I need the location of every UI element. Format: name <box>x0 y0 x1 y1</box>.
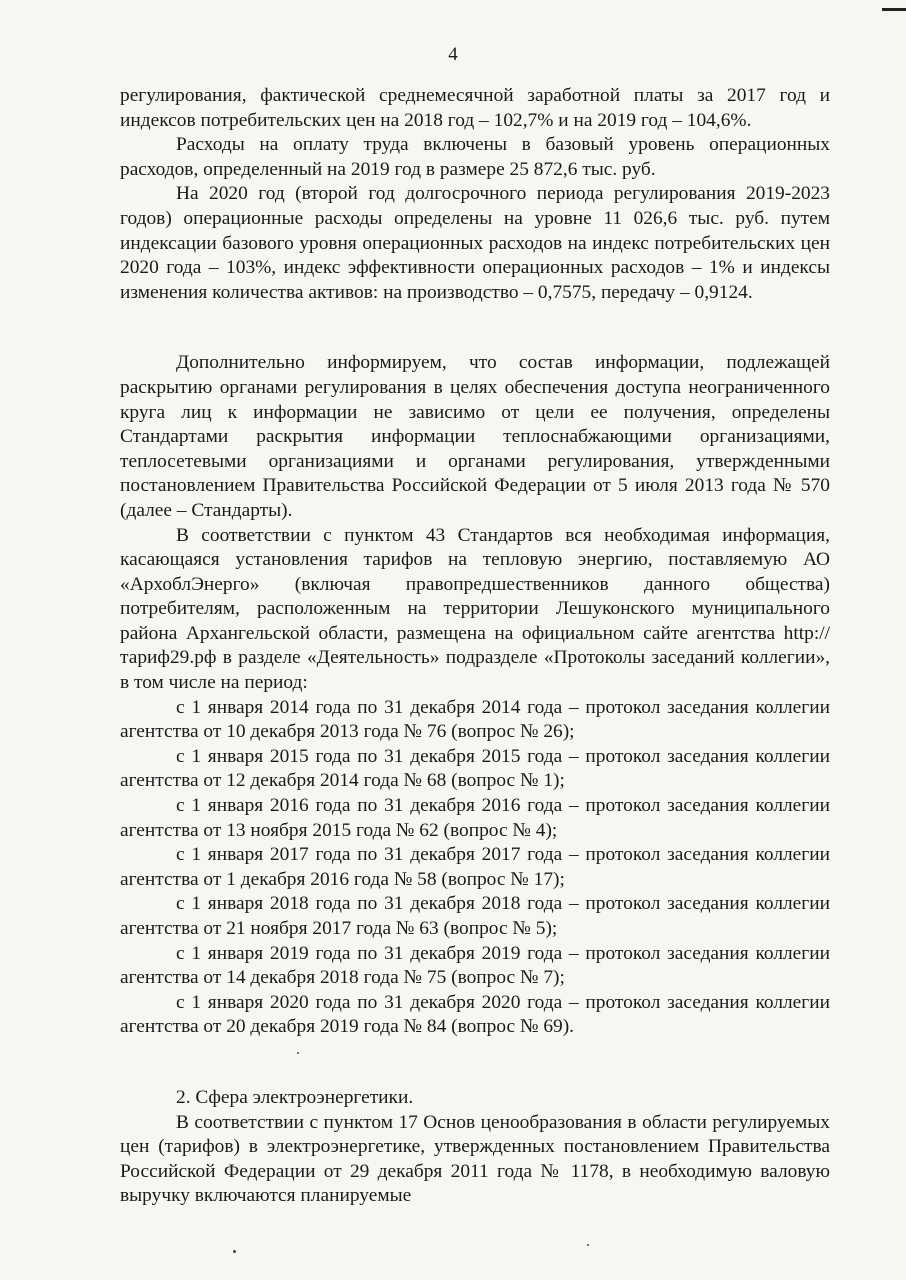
list-item: с 1 января 2018 года по 31 декабря 2018 года – протокол заседания коллегии агентства от 21 ноября 2017 года № 63 (вопрос № 5); <box>120 893 830 939</box>
list-item: с 1 января 2017 года по 31 декабря 2017 года – протокол заседания коллегии агентства от 1 декабря 2016 года № 58 (вопрос № 17); <box>120 844 830 890</box>
scan-speck <box>297 1052 299 1054</box>
paragraph: Дополнительно информируем, что состав информации, подлежащей раскрытию органами регулирования в целях обеспечения доступа неограниченного круга лиц к информации не зависимо от цели ее получения, определены Стандартами раскрытия информации теплоснабжающими организациями, теплосетевыми организациями и органами регулирования, утвержденными постановлением Правительства Российской Федерации от 5 июля 2013 года № 570 (далее – Стандарты). <box>120 352 830 521</box>
paragraph: В соответствии с пунктом 17 Основ ценообразования в области регулируемых цен (тарифов) в электроэнергетике, утвержденных постановлением Правительства Российской Федерации от 29 декабря 2011 года № 1178, в необходимую валовую выручку включаются планируемые <box>120 1111 830 1207</box>
list-item: с 1 января 2015 года по 31 декабря 2015 года – протокол заседания коллегии агентства от 12 декабря 2014 года № 68 (вопрос № 1); <box>120 745 830 792</box>
document-body <box>120 84 830 1209</box>
scan-speck <box>233 1250 236 1253</box>
spacer <box>120 1040 830 1064</box>
paragraph: В соответствии с пунктом 43 Стандартов вся необходимая информация, касающаяся установления тарифов на тепловую энергию, поставляемую АО «АрхоблЭнерго» (включая правопредшественников данного общества) потребителям, расположенным на территории Лешуконского муниципального района Архангельской области, размещена на официальном сайте агентства http://тариф29.рф в разделе «Деятельность» подразделе «Протоколы заседаний коллегии», в том числе на период: <box>120 524 830 694</box>
paragraph: регулирования, фактической среднемесячной заработной платы за 2017 год и индексов потребительских цен на 2018 год – 102,7% и на 2019 год – 104,6%. <box>120 85 830 131</box>
spacer <box>120 305 830 329</box>
list-item: с 1 января 2016 года по 31 декабря 2016 года – протокол заседания коллегии агентства от 13 ноября 2015 года № 62 (вопрос № 4); <box>120 795 830 841</box>
list-item: с 1 января 2019 года по 31 декабря 2019 года – протокол заседания коллегии агентства от 14 декабря 2018 года № 75 (вопрос № 7); <box>120 942 830 989</box>
scan-speck <box>587 1244 589 1246</box>
paragraph: Расходы на оплату труда включены в базовый уровень операционных расходов, определенный на 2019 год в размере 25 872,6 тыс. руб. <box>120 134 830 180</box>
section-heading: 2. Сфера электроэнергетики. <box>176 1086 414 1108</box>
corner-mark <box>882 8 906 11</box>
paragraph: На 2020 год (второй год долгосрочного периода регулирования 2019-2023 годов) операционные расходы определены на уровне 11 026,6 тыс. руб. путем индексации базового уровня операционных расходов на индекс потребительских цен 2020 года – 103%, индекс эффективности операционных расходов – 1% и индексы изменения количества активов: на производство – 0,7575, передачу – 0,9124. <box>120 183 830 303</box>
spacer <box>120 329 830 351</box>
list-item: с 1 января 2014 года по 31 декабря 2014 года – протокол заседания коллегии агентства от 10 декабря 2013 года № 76 (вопрос № 26); <box>120 696 830 743</box>
page-number: 4 <box>448 44 458 65</box>
list-item: с 1 января 2020 года по 31 декабря 2020 года – протокол заседания коллегии агентства от 20 декабря 2019 года № 84 (вопрос № 69). <box>120 991 830 1038</box>
spacer <box>120 1064 830 1086</box>
